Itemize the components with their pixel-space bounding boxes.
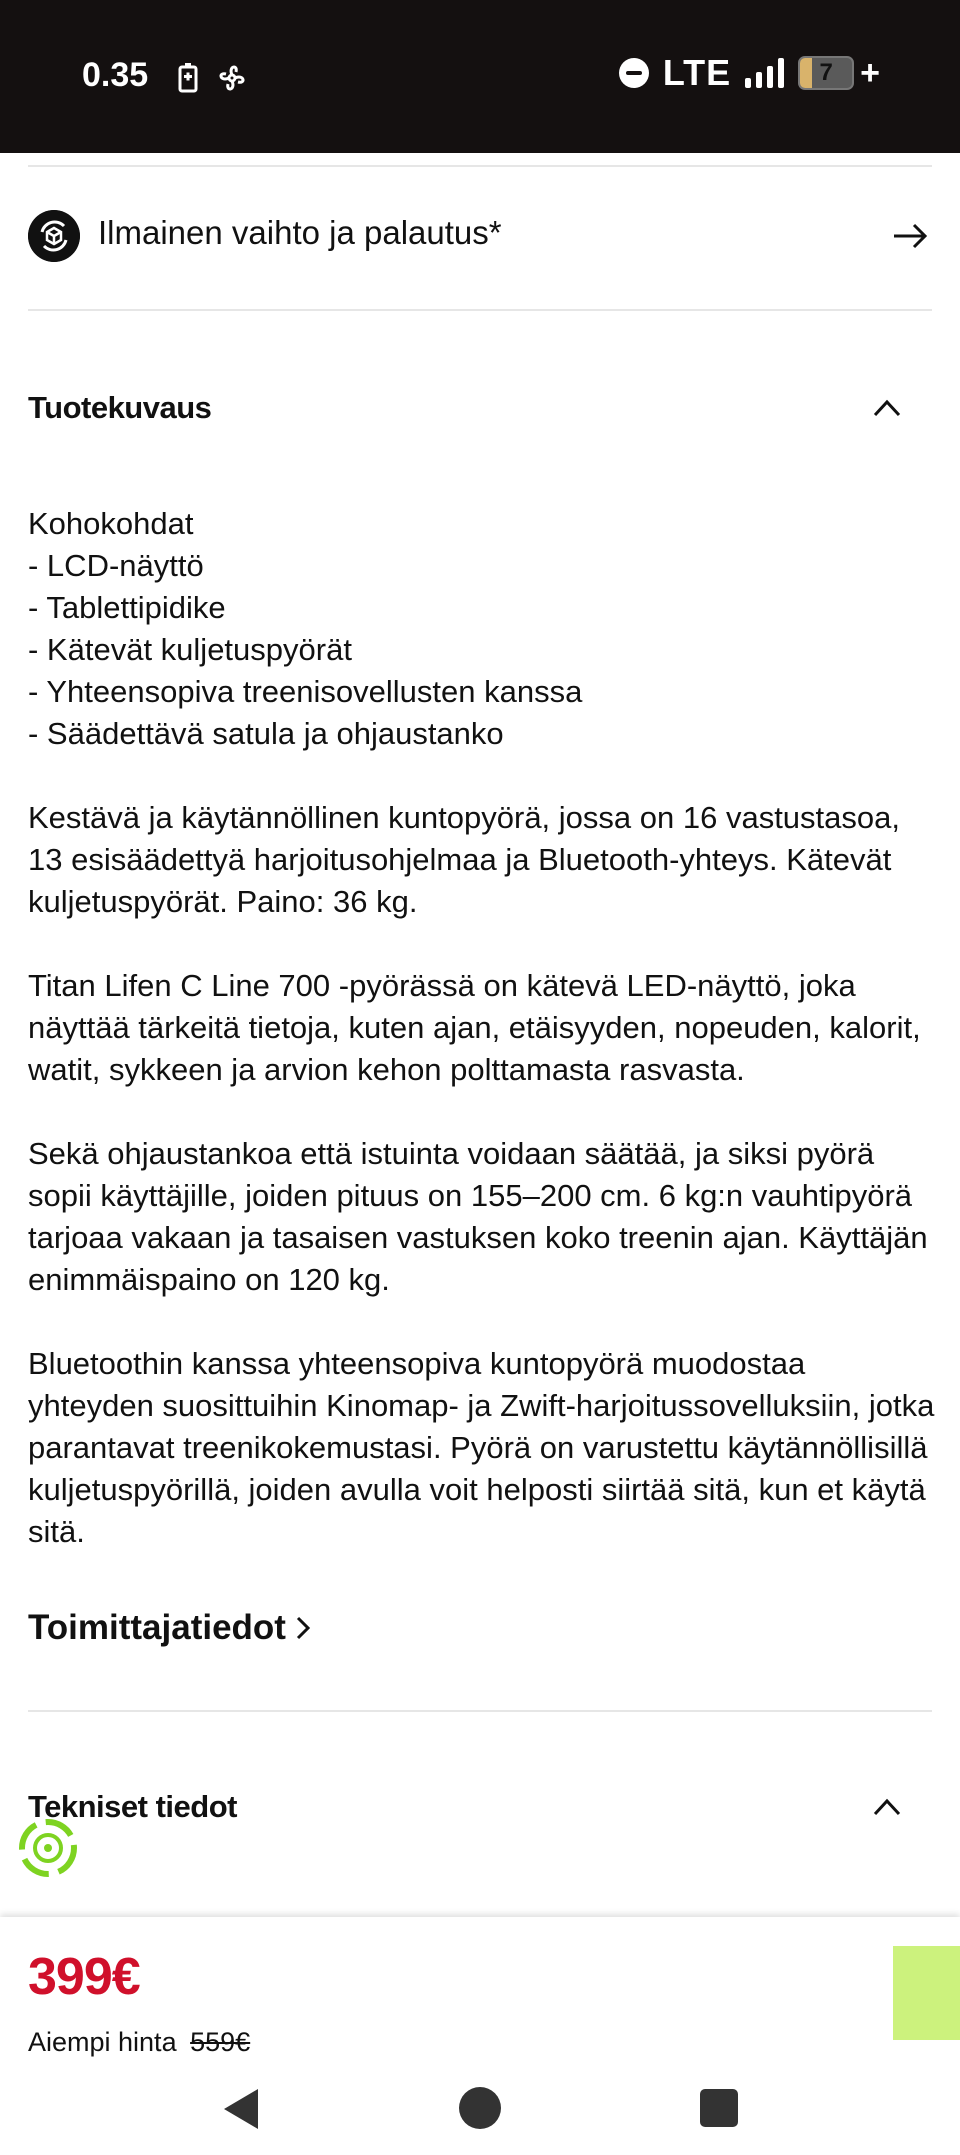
status-time: 0.35 xyxy=(82,56,149,94)
return-box-icon xyxy=(28,210,80,262)
highlight-item: - Yhteensopiva treenisovellusten kanssa xyxy=(28,674,583,709)
recent-apps-icon[interactable] xyxy=(700,2089,738,2127)
home-icon[interactable] xyxy=(459,2087,501,2129)
chevron-up-icon[interactable] xyxy=(872,1795,902,1819)
description-paragraph: Sekä ohjaustankoa että istuinta voidaan säätää, ja siksi pyörä sopii käyttäjille, joiden pituus on 155–200 cm. 6 kg:n vauhtipyörä tarjoaa vakaan ja tasaisen vastuksen koko treenin ajan. Käyttäjän enimmäispaino on 120 kg. xyxy=(28,1136,928,1297)
free-return-row[interactable] xyxy=(28,196,932,276)
tech-title: Tekniset tiedot xyxy=(28,1789,237,1824)
previous-price-row xyxy=(28,2027,250,2058)
current-price: 399€ xyxy=(28,1948,140,2006)
eco-badge-icon[interactable] xyxy=(16,1816,80,1880)
bottom-price-bar xyxy=(0,1917,960,2155)
battery-saver-icon xyxy=(178,63,198,93)
signal-icon xyxy=(745,58,784,88)
free-return-label: Ilmainen vaihto ja palautus* xyxy=(98,214,502,251)
description-paragraph: Kestävä ja käytännöllinen kuntopyörä, jossa on 16 vastustasoa, 13 esisäädettyä harjoitusohjelmaa ja Bluetooth-yhteys. Kätevät kuljetuspyörät. Paino: 36 kg. xyxy=(28,800,900,919)
divider xyxy=(28,309,932,311)
highlight-item: - Säädettävä satula ja ohjaustanko xyxy=(28,716,504,751)
arrow-right-icon[interactable] xyxy=(892,218,928,254)
supplier-info-label: Toimittajatiedot xyxy=(28,1608,286,1647)
charging-indicator: + xyxy=(860,53,880,92)
chevron-up-icon[interactable] xyxy=(872,396,902,420)
description-body xyxy=(28,503,938,1553)
system-nav-bar xyxy=(0,2067,960,2155)
description-paragraph: Bluetoothin kanssa yhteensopiva kuntopyörä muodostaa yhteyden suosittuihin Kinomap- ja Zwift-harjoitussovelluksiin, jotka parantavat treenikokemustasi. Pyörä on varustettu käytännöllisillä kuljetuspyörillä, joiden avulla voit helposti siirtää sitä, kun et käytä sitä. xyxy=(28,1346,935,1549)
description-title: Tuotekuvaus xyxy=(28,390,212,425)
add-to-cart-button[interactable] xyxy=(893,1946,960,2040)
description-paragraph: Titan Lifen C Line 700 -pyörässä on kätevä LED-näyttö, joka näyttää tärkeitä tietoja, kuten ajan, etäisyyden, nopeuden, kalorit, watit, sykkeen ja arvion kehon polttamasta rasvasta. xyxy=(28,968,921,1087)
status-right-icons xyxy=(619,52,880,94)
fan-icon xyxy=(216,62,248,94)
highlights-heading: Kohokohdat xyxy=(28,506,194,541)
back-icon[interactable] xyxy=(218,2085,262,2133)
status-left-icons xyxy=(178,62,248,94)
highlight-item: - Kätevät kuljetuspyörät xyxy=(28,632,352,667)
tech-section-header[interactable] xyxy=(28,1777,932,1837)
description-section-header[interactable] xyxy=(28,378,932,438)
battery-level: 7 xyxy=(819,59,833,86)
status-bar xyxy=(0,0,960,153)
chevron-right-icon xyxy=(294,1614,312,1642)
previous-price: 559€ xyxy=(190,2027,251,2057)
highlight-item: - LCD-näyttö xyxy=(28,548,204,583)
do-not-disturb-icon xyxy=(619,58,649,88)
divider xyxy=(28,165,932,167)
supplier-info-link[interactable] xyxy=(28,1608,312,1648)
network-type: LTE xyxy=(662,52,732,93)
highlight-item: - Tablettipidike xyxy=(28,590,226,625)
previous-price-label: Aiempi hinta xyxy=(28,2027,177,2057)
divider xyxy=(28,1710,932,1712)
battery-icon xyxy=(798,56,854,90)
